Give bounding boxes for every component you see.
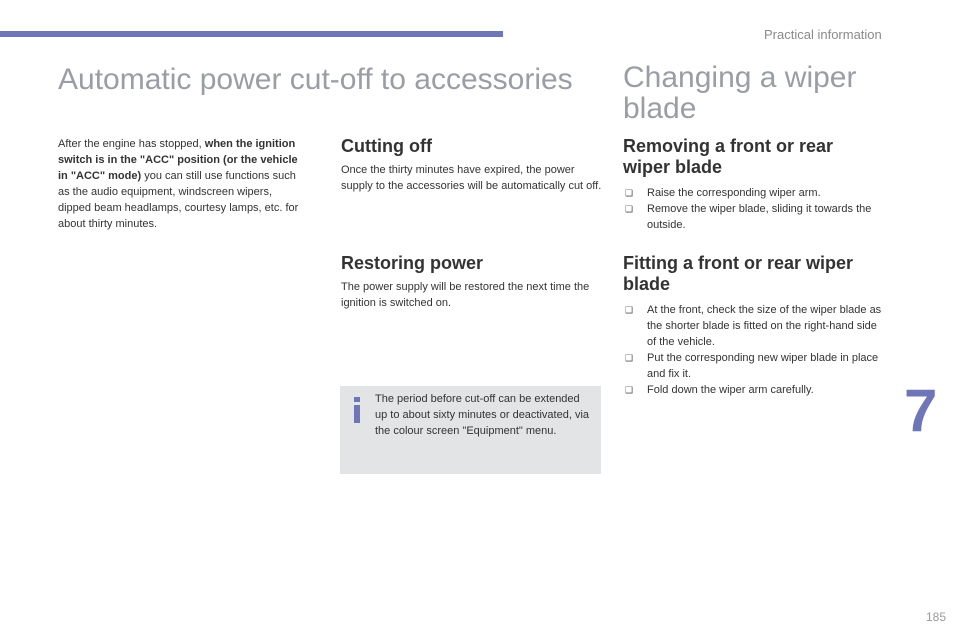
bullet-icon: ❑ [625, 204, 634, 214]
bullet-icon: ❑ [625, 353, 634, 363]
removing-wiper-section [623, 136, 885, 233]
intro-text-part1: After the engine has stopped, [58, 138, 205, 150]
page-title-wiper-blade: Changing a wiper blade [623, 61, 857, 125]
header-accent-bar [0, 31, 503, 37]
chapter-number: 7 [904, 377, 938, 444]
info-note-box [340, 386, 601, 474]
intro-paragraph [58, 136, 308, 232]
removing-steps-list [623, 185, 885, 233]
list-item: ❑ Remove the wiper blade, sliding it towards the outside. [625, 203, 872, 231]
fitting-wiper-section [623, 253, 885, 398]
list-item: ❑ At the front, check the size of the wiper blade as the shorter blade is fitted on the right-hand side of the vehicle. [625, 304, 882, 348]
list-item: ❑ Raise the corresponding wiper arm. [625, 187, 821, 199]
list-item: ❑ Fold down the wiper arm carefully. [625, 384, 814, 396]
section-name: Practical information [764, 27, 882, 42]
bullet-icon: ❑ [625, 188, 634, 198]
restoring-power-text: The power supply will be restored the next time the ignition is switched on. [341, 281, 590, 309]
bullet-icon: ❑ [625, 385, 634, 395]
cutting-off-heading: Cutting off [341, 136, 432, 156]
page-title-power-cutoff: Automatic power cut-off to accessories [58, 63, 573, 96]
bullet-icon: ❑ [625, 305, 634, 315]
list-item: ❑ Put the corresponding new wiper blade in place and fix it. [625, 352, 879, 380]
intro-text-bold: when the ignition switch is in the "ACC" position (or the vehicle in "ACC" mode) [58, 138, 298, 182]
removing-wiper-heading: Removing a front or rear wiper blade [623, 136, 834, 177]
info-note-text: The period before cut-off can be extended up to about sixty minutes or deactivated, via the colour screen "Equipment" menu. [375, 393, 590, 437]
fitting-steps-list [623, 302, 885, 398]
restoring-power-heading: Restoring power [341, 253, 484, 273]
page-number: 185 [925, 610, 946, 624]
fitting-wiper-heading: Fitting a front or rear wiper blade [623, 253, 854, 294]
info-icon [352, 397, 362, 425]
restoring-power-section [341, 253, 603, 311]
intro-text-part2: you can still use functions such as the audio equipment, windscreen wipers, dipped beam headlamps, courtesy lamps, etc. for about thirty minutes. [58, 170, 299, 230]
cutting-off-section [341, 136, 603, 194]
cutting-off-text: Once the thirty minutes have expired, the power supply to the accessories will be automatically cut off. [341, 164, 602, 192]
